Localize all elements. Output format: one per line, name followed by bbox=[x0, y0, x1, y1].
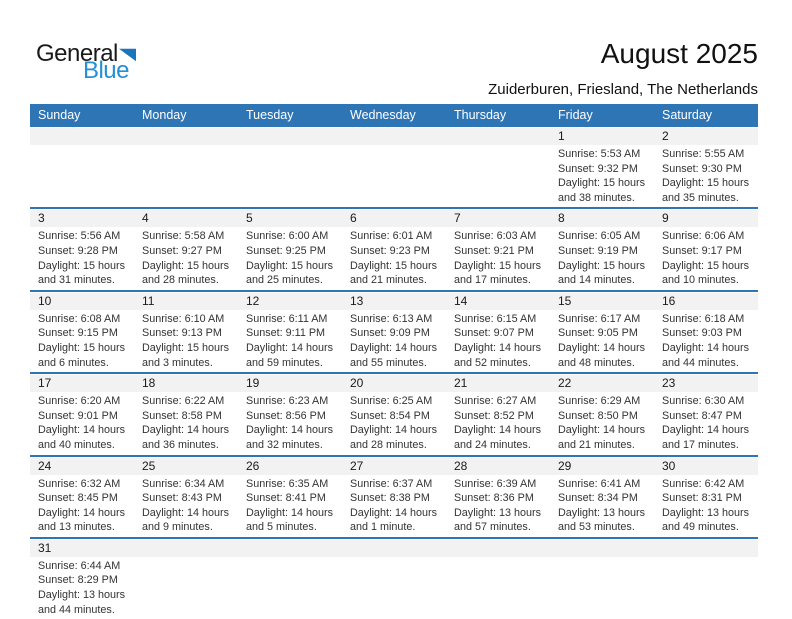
day-cell bbox=[134, 475, 238, 537]
sunrise-text: Sunrise: 6:03 AM bbox=[454, 230, 537, 243]
daylight-text: and 57 minutes. bbox=[454, 521, 531, 534]
day-cell bbox=[654, 475, 758, 537]
daylight-text: and 21 minutes. bbox=[558, 438, 635, 451]
day-cell bbox=[446, 475, 550, 537]
empty-day-cell bbox=[446, 557, 550, 619]
daylight-text: and 40 minutes. bbox=[38, 438, 115, 451]
day-number: 24 bbox=[38, 458, 52, 473]
sunrise-text: Sunrise: 6:27 AM bbox=[454, 395, 537, 408]
day-number: 15 bbox=[558, 293, 572, 308]
sunset-text: Sunset: 8:58 PM bbox=[142, 409, 222, 422]
empty-day-cell bbox=[654, 557, 758, 619]
weekday-header-row bbox=[30, 104, 758, 127]
day-number: 8 bbox=[558, 211, 565, 226]
daylight-text: and 25 minutes. bbox=[246, 274, 323, 287]
daylight-text: and 31 minutes. bbox=[38, 274, 115, 287]
day-number: 21 bbox=[454, 376, 468, 391]
daylight-text: Daylight: 14 hours bbox=[350, 424, 438, 437]
page-subtitle: Zuiderburen, Friesland, The Netherlands bbox=[488, 81, 758, 99]
daylight-text: and 28 minutes. bbox=[142, 274, 219, 287]
day-cell bbox=[654, 310, 758, 372]
daylight-text: Daylight: 14 hours bbox=[662, 341, 750, 354]
sunset-text: Sunset: 8:54 PM bbox=[350, 409, 430, 422]
sunrise-text: Sunrise: 5:56 AM bbox=[38, 230, 121, 243]
empty-day-number bbox=[134, 128, 238, 145]
day-number-band bbox=[30, 458, 758, 475]
sunrise-text: Sunrise: 6:11 AM bbox=[246, 312, 328, 325]
day-content-row bbox=[30, 145, 758, 207]
day-number: 1 bbox=[558, 129, 565, 143]
logo-text-blue: Blue bbox=[82, 57, 129, 84]
daylight-text: Daylight: 14 hours bbox=[38, 424, 126, 437]
day-number: 19 bbox=[246, 376, 260, 391]
daylight-text: Daylight: 14 hours bbox=[246, 341, 334, 354]
day-content-row bbox=[30, 392, 758, 454]
daylight-text: and 44 minutes. bbox=[38, 603, 115, 616]
title-block bbox=[488, 38, 758, 98]
sunrise-text: Sunrise: 6:22 AM bbox=[142, 395, 225, 408]
day-cell bbox=[342, 310, 446, 372]
sunset-text: Sunset: 9:09 PM bbox=[350, 327, 430, 340]
day-cell bbox=[30, 310, 134, 372]
daylight-text: Daylight: 15 hours bbox=[558, 177, 646, 190]
day-cell bbox=[446, 310, 550, 372]
week-row bbox=[30, 293, 758, 374]
day-cell bbox=[654, 145, 758, 207]
sunset-text: Sunset: 8:34 PM bbox=[558, 492, 638, 505]
sunset-text: Sunset: 9:01 PM bbox=[38, 409, 118, 422]
daylight-text: and 1 minute. bbox=[350, 521, 416, 534]
sunrise-text: Sunrise: 5:55 AM bbox=[662, 148, 745, 160]
calendar-table bbox=[30, 104, 758, 619]
sunrise-text: Sunrise: 6:13 AM bbox=[350, 312, 433, 325]
daylight-text: and 10 minutes. bbox=[662, 274, 739, 287]
sunrise-text: Sunrise: 6:00 AM bbox=[246, 230, 329, 243]
sunset-text: Sunset: 8:56 PM bbox=[246, 409, 326, 422]
day-cell bbox=[238, 475, 342, 537]
day-cell bbox=[30, 557, 134, 619]
sunrise-text: Sunrise: 6:30 AM bbox=[662, 395, 745, 408]
day-number: 27 bbox=[350, 458, 364, 473]
sunset-text: Sunset: 9:30 PM bbox=[662, 162, 742, 175]
day-cell bbox=[550, 310, 654, 372]
weekday-header-saturday: Saturday bbox=[662, 108, 713, 122]
day-content-row bbox=[30, 475, 758, 537]
general-blue-logo bbox=[36, 42, 136, 83]
day-cell bbox=[550, 145, 654, 207]
empty-day-number bbox=[654, 540, 758, 557]
day-number-band bbox=[30, 210, 758, 227]
empty-day-cell bbox=[342, 557, 446, 619]
weekday-header-friday: Friday bbox=[558, 108, 593, 122]
empty-day-cell bbox=[342, 145, 446, 207]
daylight-text: and 3 minutes. bbox=[142, 356, 213, 369]
sunset-text: Sunset: 9:05 PM bbox=[558, 327, 638, 340]
weekday-header-sunday: Sunday bbox=[38, 108, 81, 122]
empty-day-cell bbox=[238, 145, 342, 207]
daylight-text: Daylight: 15 hours bbox=[246, 259, 334, 272]
sunset-text: Sunset: 8:31 PM bbox=[662, 492, 742, 505]
day-number: 11 bbox=[142, 293, 155, 308]
empty-day-cell bbox=[238, 557, 342, 619]
day-cell bbox=[550, 392, 654, 454]
day-cell bbox=[342, 475, 446, 537]
day-cell bbox=[30, 392, 134, 454]
day-cell bbox=[342, 392, 446, 454]
daylight-text: Daylight: 14 hours bbox=[350, 341, 438, 354]
day-content-row bbox=[30, 227, 758, 289]
sunrise-text: Sunrise: 6:18 AM bbox=[662, 312, 745, 325]
day-number: 22 bbox=[558, 376, 572, 391]
day-number: 9 bbox=[662, 211, 669, 226]
daylight-text: Daylight: 14 hours bbox=[142, 424, 230, 437]
day-number: 6 bbox=[350, 211, 357, 226]
daylight-text: Daylight: 13 hours bbox=[662, 506, 750, 519]
sunset-text: Sunset: 9:03 PM bbox=[662, 327, 742, 340]
daylight-text: Daylight: 15 hours bbox=[38, 341, 126, 354]
daylight-text: and 55 minutes. bbox=[350, 356, 427, 369]
sunrise-text: Sunrise: 6:34 AM bbox=[142, 477, 225, 490]
sunset-text: Sunset: 9:19 PM bbox=[558, 244, 638, 257]
daylight-text: and 17 minutes. bbox=[454, 274, 531, 287]
daylight-text: Daylight: 15 hours bbox=[662, 177, 750, 190]
daylight-text: and 28 minutes. bbox=[350, 438, 427, 451]
daylight-text: Daylight: 14 hours bbox=[350, 506, 438, 519]
day-number-band bbox=[30, 128, 758, 145]
sunset-text: Sunset: 9:25 PM bbox=[246, 244, 326, 257]
daylight-text: Daylight: 14 hours bbox=[454, 341, 542, 354]
empty-day-number bbox=[342, 128, 446, 145]
day-number: 10 bbox=[38, 293, 52, 308]
daylight-text: Daylight: 13 hours bbox=[558, 506, 646, 519]
daylight-text: Daylight: 14 hours bbox=[454, 424, 542, 437]
day-cell bbox=[134, 227, 238, 289]
daylight-text: and 59 minutes. bbox=[246, 356, 323, 369]
day-number: 20 bbox=[350, 376, 364, 391]
daylight-text: and 14 minutes. bbox=[558, 274, 635, 287]
sunset-text: Sunset: 9:23 PM bbox=[350, 244, 430, 257]
sunrise-text: Sunrise: 6:08 AM bbox=[38, 312, 121, 325]
weekday-header-tuesday: Tuesday bbox=[246, 108, 294, 122]
empty-day-cell bbox=[446, 145, 550, 207]
day-cell bbox=[238, 392, 342, 454]
day-number: 18 bbox=[142, 376, 156, 391]
sunrise-text: Sunrise: 6:39 AM bbox=[454, 477, 537, 490]
sunset-text: Sunset: 8:43 PM bbox=[142, 492, 222, 505]
daylight-text: Daylight: 14 hours bbox=[558, 341, 646, 354]
empty-day-number bbox=[238, 540, 342, 557]
daylight-text: and 32 minutes. bbox=[246, 438, 323, 451]
sunrise-text: Sunrise: 6:05 AM bbox=[558, 230, 641, 243]
day-cell bbox=[134, 310, 238, 372]
daylight-text: Daylight: 13 hours bbox=[454, 506, 542, 519]
calendar-grid bbox=[30, 128, 758, 619]
day-cell bbox=[134, 392, 238, 454]
day-number: 28 bbox=[454, 458, 468, 473]
day-cell bbox=[446, 392, 550, 454]
week-row bbox=[30, 210, 758, 291]
sunrise-text: Sunrise: 6:32 AM bbox=[38, 477, 121, 490]
sunset-text: Sunset: 8:29 PM bbox=[38, 574, 118, 587]
day-cell bbox=[342, 227, 446, 289]
sunrise-text: Sunrise: 6:44 AM bbox=[38, 559, 121, 572]
daylight-text: Daylight: 14 hours bbox=[246, 506, 334, 519]
weekday-header-thursday: Thursday bbox=[454, 108, 507, 122]
sunrise-text: Sunrise: 6:10 AM bbox=[142, 312, 225, 325]
daylight-text: Daylight: 15 hours bbox=[142, 259, 230, 272]
day-number: 30 bbox=[662, 458, 676, 473]
sunset-text: Sunset: 8:50 PM bbox=[558, 409, 638, 422]
sunset-text: Sunset: 8:47 PM bbox=[662, 409, 742, 422]
daylight-text: and 9 minutes. bbox=[142, 521, 213, 534]
week-row bbox=[30, 540, 758, 619]
day-number: 14 bbox=[454, 293, 468, 308]
empty-day-number bbox=[550, 540, 654, 557]
empty-day-cell bbox=[550, 557, 654, 619]
sunrise-text: Sunrise: 6:20 AM bbox=[38, 395, 121, 408]
day-cell bbox=[30, 227, 134, 289]
logo-text-general: General bbox=[36, 40, 118, 67]
daylight-text: Daylight: 15 hours bbox=[350, 259, 438, 272]
sunrise-text: Sunrise: 6:23 AM bbox=[246, 395, 329, 408]
sunset-text: Sunset: 9:28 PM bbox=[38, 244, 118, 257]
sunrise-text: Sunrise: 6:17 AM bbox=[558, 312, 641, 325]
daylight-text: and 36 minutes. bbox=[142, 438, 219, 451]
daylight-text: and 35 minutes. bbox=[662, 191, 739, 204]
empty-day-number bbox=[446, 540, 550, 557]
day-cell bbox=[30, 475, 134, 537]
day-number: 25 bbox=[142, 458, 156, 473]
daylight-text: and 38 minutes. bbox=[558, 191, 635, 204]
day-number: 13 bbox=[350, 293, 364, 308]
sunrise-text: Sunrise: 6:37 AM bbox=[350, 477, 433, 490]
day-number: 5 bbox=[246, 211, 253, 226]
sunset-text: Sunset: 8:45 PM bbox=[38, 492, 118, 505]
day-cell bbox=[550, 227, 654, 289]
empty-day-number bbox=[134, 540, 238, 557]
week-row bbox=[30, 128, 758, 209]
sunrise-text: Sunrise: 6:01 AM bbox=[350, 230, 433, 243]
daylight-text: and 5 minutes. bbox=[246, 521, 317, 534]
daylight-text: Daylight: 15 hours bbox=[558, 259, 646, 272]
day-number: 4 bbox=[142, 211, 149, 226]
daylight-text: Daylight: 14 hours bbox=[558, 424, 646, 437]
daylight-text: and 13 minutes. bbox=[38, 521, 115, 534]
day-cell bbox=[446, 227, 550, 289]
day-content-row bbox=[30, 310, 758, 372]
day-number-band bbox=[30, 375, 758, 392]
daylight-text: Daylight: 15 hours bbox=[38, 259, 126, 272]
week-row bbox=[30, 375, 758, 456]
daylight-text: and 6 minutes. bbox=[38, 356, 109, 369]
sunset-text: Sunset: 9:32 PM bbox=[558, 162, 638, 175]
sunrise-text: Sunrise: 6:35 AM bbox=[246, 477, 329, 490]
sunset-text: Sunset: 8:41 PM bbox=[246, 492, 326, 505]
day-number: 16 bbox=[662, 293, 676, 308]
sunset-text: Sunset: 9:17 PM bbox=[662, 244, 742, 257]
page-title: August 2025 bbox=[600, 38, 758, 69]
day-cell bbox=[550, 475, 654, 537]
sunrise-text: Sunrise: 6:42 AM bbox=[662, 477, 745, 490]
daylight-text: and 49 minutes. bbox=[662, 521, 739, 534]
daylight-text: and 44 minutes. bbox=[662, 356, 739, 369]
sunset-text: Sunset: 8:52 PM bbox=[454, 409, 534, 422]
daylight-text: Daylight: 15 hours bbox=[454, 259, 542, 272]
empty-day-cell bbox=[30, 145, 134, 207]
day-number: 7 bbox=[454, 211, 461, 226]
empty-day-number bbox=[238, 128, 342, 145]
day-number-band bbox=[30, 293, 758, 310]
daylight-text: Daylight: 14 hours bbox=[142, 506, 230, 519]
day-number: 12 bbox=[246, 293, 260, 308]
daylight-text: and 52 minutes. bbox=[454, 356, 531, 369]
daylight-text: Daylight: 15 hours bbox=[142, 341, 230, 354]
empty-day-number bbox=[446, 128, 550, 145]
sunset-text: Sunset: 8:38 PM bbox=[350, 492, 430, 505]
daylight-text: and 24 minutes. bbox=[454, 438, 531, 451]
weekday-header-monday: Monday bbox=[142, 108, 187, 122]
sunset-text: Sunset: 8:36 PM bbox=[454, 492, 534, 505]
daylight-text: Daylight: 15 hours bbox=[662, 259, 750, 272]
day-cell bbox=[238, 310, 342, 372]
daylight-text: and 17 minutes. bbox=[662, 438, 739, 451]
week-row bbox=[30, 458, 758, 539]
day-cell bbox=[238, 227, 342, 289]
day-cell bbox=[654, 227, 758, 289]
sunset-text: Sunset: 9:27 PM bbox=[142, 244, 222, 257]
weekday-header-wednesday: Wednesday bbox=[350, 108, 416, 122]
sunset-text: Sunset: 9:21 PM bbox=[454, 244, 534, 257]
empty-day-number bbox=[30, 128, 134, 145]
daylight-text: and 48 minutes. bbox=[558, 356, 635, 369]
day-number: 29 bbox=[558, 458, 572, 473]
daylight-text: and 21 minutes. bbox=[350, 274, 427, 287]
sunrise-text: Sunrise: 6:29 AM bbox=[558, 395, 641, 408]
sunrise-text: Sunrise: 6:15 AM bbox=[454, 312, 537, 325]
day-number: 23 bbox=[662, 376, 676, 391]
sunrise-text: Sunrise: 5:58 AM bbox=[142, 230, 225, 243]
sunset-text: Sunset: 9:15 PM bbox=[38, 327, 118, 340]
daylight-text: Daylight: 14 hours bbox=[246, 424, 334, 437]
sunrise-text: Sunrise: 6:06 AM bbox=[662, 230, 745, 243]
day-number: 17 bbox=[38, 376, 52, 391]
day-number: 26 bbox=[246, 458, 260, 473]
day-number-band bbox=[30, 540, 758, 557]
daylight-text: Daylight: 14 hours bbox=[38, 506, 126, 519]
sunrise-text: Sunrise: 5:53 AM bbox=[558, 148, 641, 160]
empty-day-cell bbox=[134, 145, 238, 207]
day-number: 3 bbox=[38, 211, 45, 226]
day-content-row bbox=[30, 557, 758, 619]
empty-day-number bbox=[342, 540, 446, 557]
day-number: 2 bbox=[662, 129, 669, 143]
sunset-text: Sunset: 9:11 PM bbox=[246, 327, 326, 340]
sunrise-text: Sunrise: 6:41 AM bbox=[558, 477, 641, 490]
day-cell bbox=[654, 392, 758, 454]
daylight-text: Daylight: 14 hours bbox=[662, 424, 750, 437]
sunset-text: Sunset: 9:13 PM bbox=[142, 327, 222, 340]
sunset-text: Sunset: 9:07 PM bbox=[454, 327, 534, 340]
empty-day-cell bbox=[134, 557, 238, 619]
sunrise-text: Sunrise: 6:25 AM bbox=[350, 395, 433, 408]
daylight-text: Daylight: 13 hours bbox=[38, 589, 126, 602]
daylight-text: and 53 minutes. bbox=[558, 521, 635, 534]
day-number: 31 bbox=[38, 540, 52, 555]
